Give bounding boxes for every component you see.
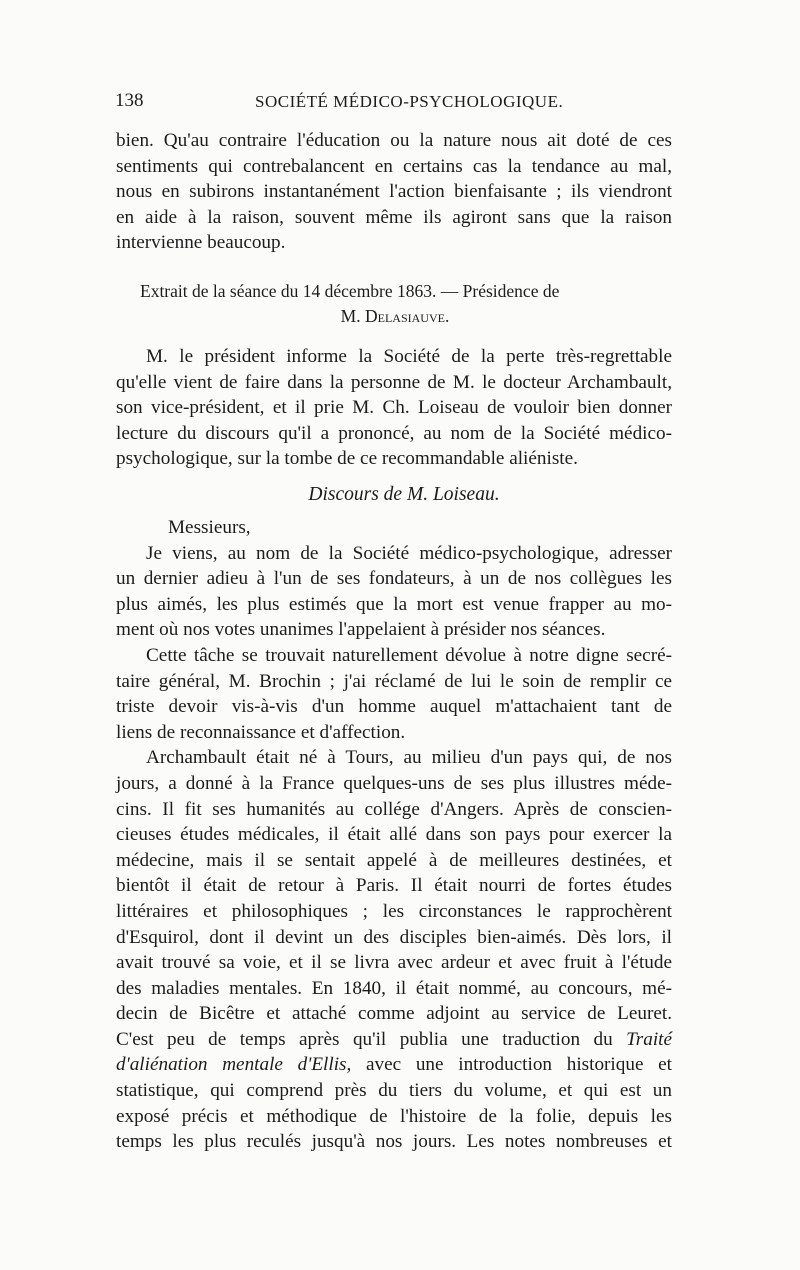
page-header	[115, 90, 675, 116]
text-line: avait trouvé sa voie, et il se livra avec ardeur et avec fruit à l'étude	[116, 952, 672, 974]
text-line: médecine, mais il se sentait appelé à de meilleures destinées, et	[116, 849, 672, 871]
text-line: en aide à la raison, souvent même ils agiront sans que la raison	[116, 206, 672, 228]
text-line: qu'elle vient de faire dans la personne de M. le docteur Archambault,	[116, 371, 672, 393]
text-line: ment où nos votes unanimes l'appelaient à présider nos séances.	[116, 619, 606, 641]
text-line: psychologique, sur la tombe de ce recommandable aliéniste.	[116, 448, 578, 470]
text-line: d'Esquirol, dont il devint un des disciples bien-aimés. Dès lors, il	[116, 926, 672, 948]
text-line: cieuses études médicales, il était allé dans son pays pour exercer la	[116, 824, 672, 846]
session-extract-heading	[140, 279, 650, 329]
discourse-body	[116, 515, 672, 1155]
text-line: Cette tâche se trouvait naturellement dévolue à notre digne secré-	[146, 644, 672, 666]
text-line: cins. Il fit ses humanités au collége d'Angers. Après de conscien-	[116, 798, 672, 820]
text-line: exposé précis et méthodique de l'histoire de la folie, depuis les	[116, 1105, 672, 1127]
text-line: lecture du discours qu'il a prononcé, au nom de la Société médico-	[116, 422, 672, 444]
text-line: bientôt il était de retour à Paris. Il était nourri de fortes études	[116, 875, 672, 897]
text-line: bien. Qu'au contraire l'éducation ou la nature nous ait doté de ces	[116, 130, 672, 151]
discourse-title: Discours de M. Loiseau.	[308, 484, 500, 505]
text-line: plus aimés, les plus estimés que la mort est venue frapper au mo-	[116, 593, 672, 615]
running-title: SOCIÉTÉ MÉDICO-PSYCHOLOGIQUE.	[255, 92, 564, 111]
president-prefix: M.	[340, 306, 365, 326]
text-line: intervienne beaucoup.	[116, 232, 286, 254]
text-line: decin de Bicêtre et attaché comme adjoint au service de Leuret.	[116, 1003, 672, 1025]
session-president	[140, 304, 650, 329]
text-line: jours, a donné à la France quelques-uns de ses plus illustres méde-	[116, 772, 672, 794]
president-name: Delasiauve.	[364, 306, 450, 326]
text-line: Je viens, au nom de la Société médico-psychologique, adresser	[146, 542, 672, 564]
text-line: littéraires et philosophiques ; les circonstances le rapprochèrent	[116, 900, 672, 922]
session-extract-line: Extrait de la séance du 14 décembre 1863. — Présidence de	[140, 281, 560, 301]
text-line: sentiments qui contrebalancent en certains cas la tendance au mal,	[116, 155, 672, 177]
text-line: taire général, M. Brochin ; j'ai réclamé de lui le soin de remplir ce	[116, 670, 672, 692]
text-line: un dernier adieu à l'un de ses fondateurs, à un de nos collègues les	[116, 568, 672, 590]
text-line: son vice-président, et il prie M. Ch. Loiseau de vouloir bien donner	[116, 397, 672, 419]
text-line: d'aliénation mentale d'Ellis, avec une introduction historique et	[116, 1054, 672, 1076]
page-number: 138	[115, 90, 144, 111]
text-line: nous en subirons instantanément l'action bienfaisante ; ils viendront	[116, 181, 672, 203]
text-line: triste devoir vis-à-vis d'un homme auquel m'attachaient tant de	[116, 696, 672, 718]
text-line: temps les plus reculés jusqu'à nos jours. Les notes nombreuses et	[116, 1131, 672, 1153]
text-line: des maladies mentales. En 1840, il était nommé, au concours, mé-	[116, 977, 672, 999]
text-line: statistique, qui comprend près du tiers du volume, et qui est un	[116, 1080, 672, 1102]
announcement-paragraph	[116, 344, 672, 472]
text-line: C'est peu de temps après qu'il publia une traduction du Traité	[116, 1028, 672, 1050]
text-line: M. le président informe la Société de la perte très-regrettable	[146, 346, 672, 367]
continuation-paragraph	[116, 128, 672, 256]
text-line: Archambault était né à Tours, au milieu d'un pays qui, de nos	[146, 747, 672, 769]
salutation: Messieurs,	[168, 517, 251, 538]
text-line: liens de reconnaissance et d'affection.	[116, 721, 406, 743]
